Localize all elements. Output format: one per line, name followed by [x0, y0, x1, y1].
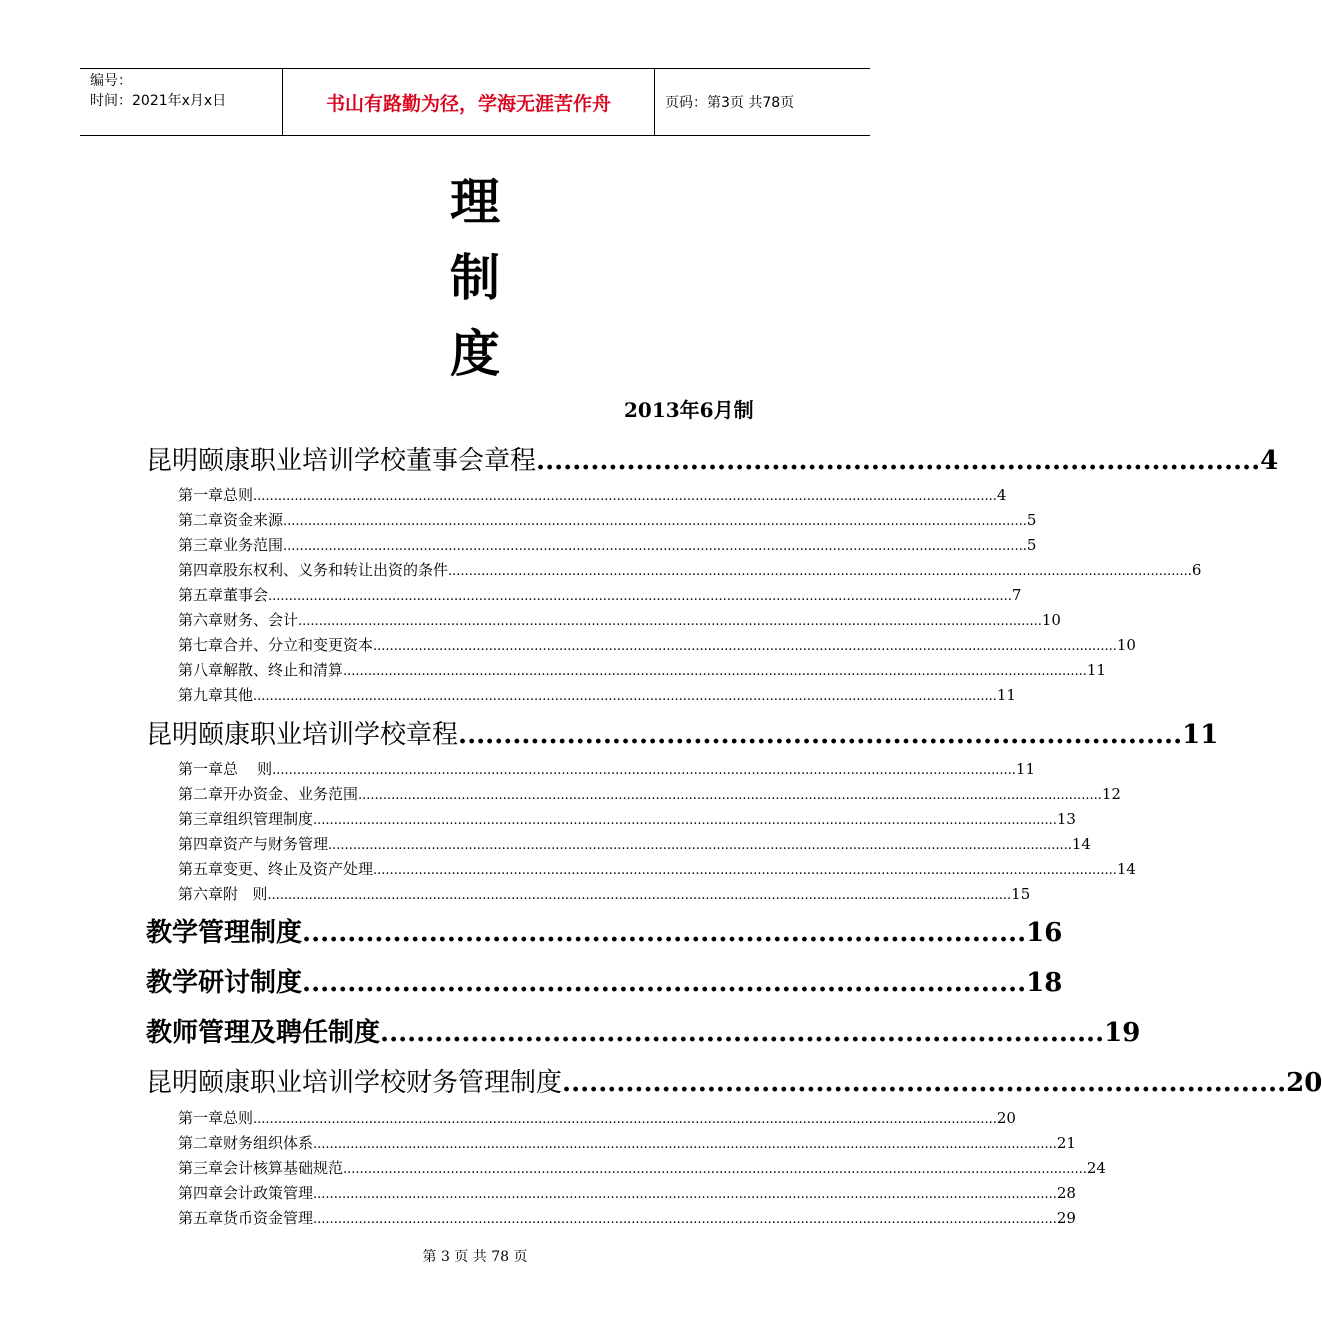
toc-item-page: 4 — [996, 486, 1007, 504]
toc-leader: .................................................................................................................................................................................... — [313, 1187, 1057, 1202]
toc-chapter: 第四章 — [178, 1184, 224, 1202]
page-footer: 第 3 页 共 78 页 — [422, 1249, 528, 1265]
toc-item-page: 13 — [1056, 810, 1076, 828]
toc-item-title: 股东权利、义务和转让出资的条件 — [223, 561, 449, 579]
toc-item[interactable] — [178, 634, 1136, 655]
toc-item-page: 20 — [996, 1109, 1016, 1127]
toc-item[interactable] — [178, 484, 1007, 505]
toc-item-title: 总则 — [223, 486, 254, 504]
toc-section-5[interactable] — [146, 1012, 1141, 1049]
toc-item-page: 12 — [1101, 785, 1121, 803]
toc-leader: .................................................................................................................................................................................... — [283, 514, 1027, 529]
toc-chapter: 第六章 — [178, 885, 224, 903]
toc-item-page: 11 — [1086, 661, 1106, 679]
toc-item-title: 变更、终止及资产处理 — [223, 860, 374, 878]
toc-leader: ................................................................................ — [380, 1018, 1105, 1048]
page-header — [80, 68, 870, 136]
toc-item-title: 资金来源 — [223, 511, 284, 529]
toc-leader: .................................................................................................................................................................................... — [343, 1162, 1087, 1177]
toc-leader: ................................................................................ — [302, 968, 1027, 998]
toc-section-page: 4 — [1260, 446, 1279, 476]
toc-chapter: 第四章 — [178, 835, 224, 853]
toc-section-title: 昆明颐康职业培训学校章程 — [146, 720, 459, 750]
toc-item-title: 总 则 — [223, 760, 273, 778]
toc-item[interactable] — [178, 783, 1121, 804]
toc-section-page: 16 — [1026, 918, 1063, 948]
header-number: 编号： — [90, 73, 132, 89]
toc-leader: .................................................................................................................................................................................... — [267, 888, 1012, 903]
toc-section-4[interactable] — [146, 962, 1063, 999]
toc-chapter: 第三章 — [178, 536, 224, 554]
toc-section-page: 19 — [1104, 1018, 1141, 1048]
toc-section-title: 教师管理及聘任制度 — [146, 1018, 381, 1048]
toc-leader: ................................................................................ — [536, 446, 1261, 476]
toc-item-title: 总则 — [223, 1109, 254, 1127]
toc-item-page: 5 — [1026, 511, 1037, 529]
toc-item-title: 会计政策管理 — [223, 1184, 314, 1202]
toc-item[interactable] — [178, 1182, 1076, 1203]
toc-section-title: 昆明颐康职业培训学校董事会章程 — [146, 446, 537, 476]
toc-item-page: 5 — [1026, 536, 1037, 554]
header-meta — [80, 69, 282, 135]
toc-chapter: 第五章 — [178, 586, 224, 604]
toc-leader: .................................................................................................................................................................................... — [253, 489, 997, 504]
title-char-3: 度 — [450, 325, 500, 383]
toc-item[interactable] — [178, 758, 1036, 779]
toc-item[interactable] — [178, 1207, 1076, 1228]
toc-chapter: 第一章 — [178, 486, 224, 504]
toc-item-page: 15 — [1011, 885, 1031, 903]
toc-section-1[interactable] — [146, 440, 1279, 477]
toc-item-page: 14 — [1071, 835, 1091, 853]
toc-chapter: 第八章 — [178, 661, 224, 679]
toc-leader: .................................................................................................................................................................................... — [373, 863, 1117, 878]
toc-section-page: 11 — [1182, 720, 1219, 750]
toc-item-title: 解散、终止和清算 — [223, 661, 344, 679]
header-time: 时间：2021年x月x日 — [90, 93, 227, 109]
header-motto: 书山有路勤为径，学海无涯苦作舟 — [282, 69, 655, 135]
toc-leader: .................................................................................................................................................................................... — [298, 614, 1042, 629]
toc-item-title: 业务范围 — [223, 536, 284, 554]
toc-leader: .................................................................................................................................................................................... — [253, 1112, 997, 1127]
header-page-label: 页码：第3页 共78页 — [665, 95, 795, 111]
toc-chapter: 第二章 — [178, 511, 224, 529]
toc-chapter: 第三章 — [178, 1159, 224, 1177]
toc-item-page: 10 — [1041, 611, 1061, 629]
toc-item-title: 会计核算基础规范 — [223, 1159, 344, 1177]
toc-section-page: 20 — [1286, 1068, 1322, 1098]
toc-leader: .................................................................................................................................................................................... — [313, 813, 1057, 828]
toc-chapter: 第五章 — [178, 860, 224, 878]
toc-chapter: 第一章 — [178, 1109, 224, 1127]
toc-item[interactable] — [178, 684, 1016, 705]
toc-item[interactable] — [178, 833, 1091, 854]
toc-section-title: 教学研讨制度 — [146, 968, 303, 998]
toc-item[interactable] — [178, 1132, 1076, 1153]
toc-item[interactable] — [178, 534, 1037, 555]
toc-item[interactable] — [178, 659, 1106, 680]
toc-leader: .................................................................................................................................................................................... — [313, 1212, 1057, 1227]
toc-chapter: 第四章 — [178, 561, 224, 579]
toc-section-3[interactable] — [146, 912, 1063, 949]
toc-item-title: 附 则 — [223, 885, 268, 903]
toc-leader: .................................................................................................................................................................................... — [283, 539, 1027, 554]
toc-leader: .................................................................................................................................................................................... — [268, 589, 1012, 604]
toc-item-title: 货币资金管理 — [223, 1209, 314, 1227]
toc-leader: ................................................................................ — [458, 720, 1183, 750]
toc-item-page: 7 — [1011, 586, 1022, 604]
toc-chapter: 第七章 — [178, 636, 224, 654]
toc-section-6[interactable] — [146, 1062, 1322, 1099]
toc-item-title: 财务组织体系 — [223, 1134, 314, 1152]
toc-item-title: 资产与财务管理 — [223, 835, 329, 853]
toc-leader: .................................................................................................................................................................................... — [373, 639, 1117, 654]
toc-leader: ................................................................................ — [302, 918, 1027, 948]
toc-item-page: 10 — [1116, 636, 1136, 654]
toc-item[interactable] — [178, 509, 1037, 530]
toc-item-page: 14 — [1116, 860, 1136, 878]
toc-section-title: 教学管理制度 — [146, 918, 303, 948]
toc-item-page: 11 — [996, 686, 1016, 704]
toc-chapter: 第二章 — [178, 785, 224, 803]
toc-chapter: 第一章 — [178, 760, 224, 778]
toc-chapter: 第五章 — [178, 1209, 224, 1227]
title-char-2: 制 — [450, 249, 500, 307]
toc-item[interactable] — [178, 883, 1031, 904]
toc-item[interactable] — [178, 808, 1076, 829]
toc-leader: .................................................................................................................................................................................... — [328, 838, 1072, 853]
toc-chapter: 第三章 — [178, 810, 224, 828]
toc-item-title: 开办资金、业务范围 — [223, 785, 359, 803]
toc-item[interactable] — [178, 1157, 1106, 1178]
toc-item-page: 21 — [1056, 1134, 1076, 1152]
toc-section-title: 昆明颐康职业培训学校财务管理制度 — [146, 1068, 563, 1098]
toc-chapter: 第六章 — [178, 611, 224, 629]
toc-chapter: 第二章 — [178, 1134, 224, 1152]
toc-leader: .................................................................................................................................................................................... — [253, 689, 997, 704]
toc-section-page: 18 — [1026, 968, 1063, 998]
toc-item[interactable] — [178, 559, 1202, 580]
toc-item-page: 6 — [1191, 561, 1202, 579]
toc-item-title: 财务、会计 — [223, 611, 299, 629]
toc-chapter: 第九章 — [178, 686, 224, 704]
toc-section-2[interactable] — [146, 714, 1219, 751]
toc-leader: ................................................................................ — [562, 1068, 1287, 1098]
title-char-1: 理 — [450, 173, 500, 231]
toc-item-title: 组织管理制度 — [223, 810, 314, 828]
toc-item[interactable] — [178, 1107, 1016, 1128]
toc-item-title: 合并、分立和变更资本 — [223, 636, 374, 654]
toc-item-title: 董事会 — [223, 586, 269, 604]
toc-item-page: 29 — [1056, 1209, 1076, 1227]
toc-item-title: 其他 — [223, 686, 254, 704]
toc-leader: .................................................................................................................................................................................... — [448, 564, 1192, 579]
document-date: 2013年6月制 — [624, 398, 754, 422]
toc-leader: .................................................................................................................................................................................... — [343, 664, 1087, 679]
toc-item-page: 11 — [1015, 760, 1036, 778]
toc-leader: .................................................................................................................................................................................... — [358, 788, 1102, 803]
toc-item-page: 28 — [1056, 1184, 1076, 1202]
toc-leader: .................................................................................................................................................................................... — [272, 763, 1016, 778]
toc-item-page: 24 — [1086, 1159, 1106, 1177]
toc-leader: .................................................................................................................................................................................... — [313, 1137, 1057, 1152]
toc-item[interactable] — [178, 584, 1022, 605]
toc-item[interactable] — [178, 609, 1061, 630]
toc-item[interactable] — [178, 858, 1136, 879]
